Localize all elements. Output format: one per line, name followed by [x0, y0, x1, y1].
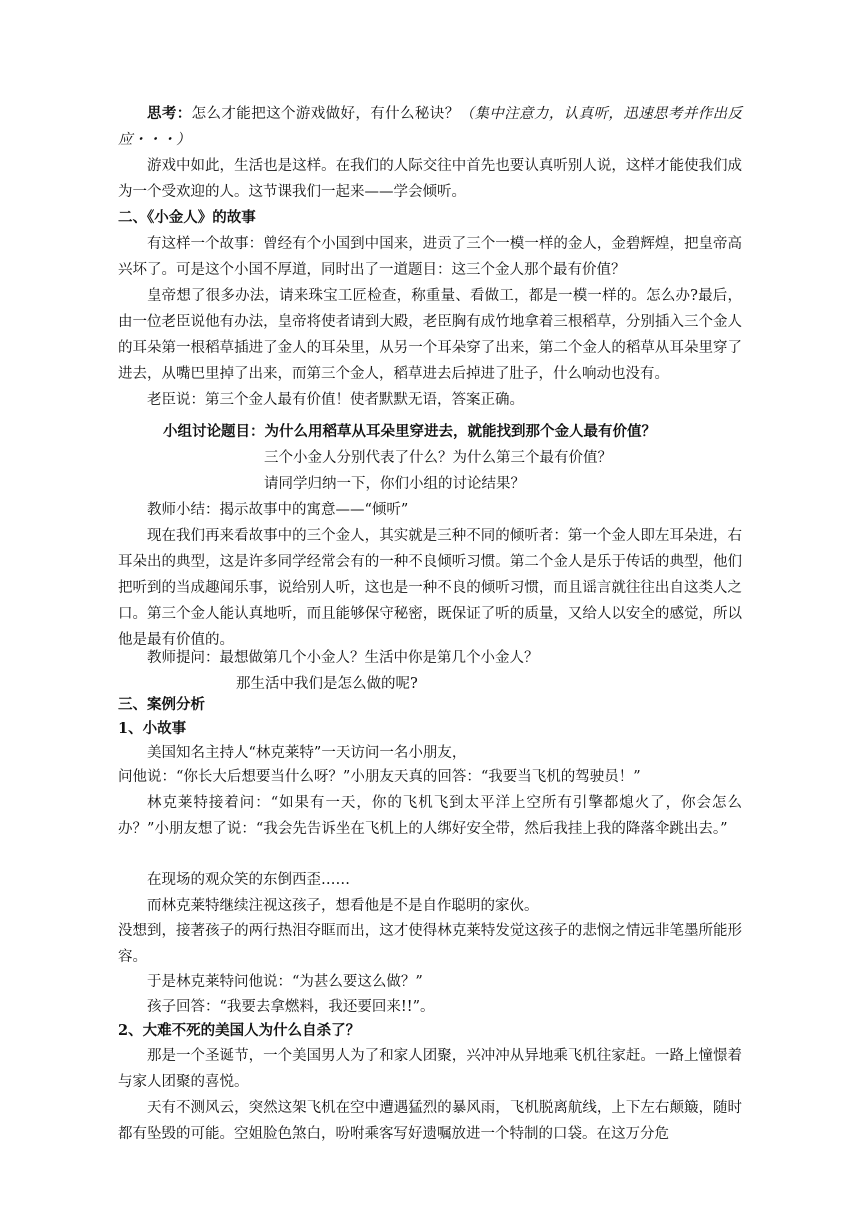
story2-paragraph-1: 那是一个圣诞节，一个美国男人为了和家人团聚，兴冲冲从异地乘飞机往家赶。一路上憧憬着与家人团聚的喜悦。	[118, 1048, 742, 1090]
story2-paragraph-2: 天有不测风云，突然这架飞机在空中遭遇猛烈的暴风雨，飞机脱离航线，上下左右颠簸，随时都有坠毁的可能。空姐脸色煞白，吩咐乘客写好遗嘱放进一个特制的口袋。在这万分危	[118, 1100, 742, 1142]
story-paragraph-1: 有这样一个故事：曾经有个小国到中国来，进贡了三个一模一样的金人，金碧辉煌，把皇帝高兴坏了。可是这个小国不厚道，同时出了一道题目：这三个金人那个最有价值？	[118, 236, 742, 278]
think-label: 思考：	[147, 105, 192, 122]
story1-line-7: 于是林克莱特问他说：“为甚么要这么做？”	[147, 974, 423, 990]
section3-heading: 三、案例分析	[118, 696, 205, 713]
subheading-1: 1、小故事	[118, 720, 187, 737]
teacher-question-1: 教师提问：最想做第几个小金人？生活中你是第几个小金人？	[147, 650, 539, 666]
discussion-topic: 小组讨论题目：为什么用稻草从耳朵里穿进去，就能找到那个金人最有价值？	[163, 423, 656, 440]
story1-line-5: 而林克莱特继续注视这孩子，想看他是不是自作聪明的家伙。	[147, 898, 539, 914]
story1-line-2: 问他说：“你长大后想要当什么呀？”小朋友天真的回答：“我要当飞机的驾驶员！”	[118, 769, 641, 785]
teacher-summary-paragraph: 现在我们再来看故事中的三个金人，其实就是三种不同的倾听者：第一个金人即左耳朵进，右耳朵出的典型，这是许多同学经常会有的一种不良倾听习惯。第二个金人是乐于传话的典型，他们把听到的当成趣闻乐事，说给别人听，这也是一种不良的倾听习惯，而且谣言就往往出自这类人之口。第三个金人能认真地听，而且能够保守秘密，既保证了听的质量，又给人以安全的感觉，所以他是最有价值的。	[118, 528, 742, 648]
story1-line-8: 孩子回答：“我要去拿燃料，我还要回来!!”。	[147, 999, 435, 1015]
story-paragraph-2: 皇帝想了很多办法，请来珠宝工匠检查，称重量、看做工，都是一模一样的。怎么办?最后，由一位老臣说他有办法，皇帝将使者请到大殿，老臣胸有成竹地拿着三根稻草，分别插入三个金人的耳朵第一根稻草插进了金人的耳朵里，从另一个耳朵穿了出来，第二个金人的稻草从耳朵里穿了进去，从嘴巴里掉了出来，而第三个金人，稻草进去后掉进了肚子，什么响动也没有。	[118, 288, 742, 382]
teacher-summary-title: 教师小结：揭示故事中的寓意——“倾听”	[147, 502, 409, 518]
story1-line-4: 在现场的观众笑的东倒西歪……	[147, 872, 350, 888]
story1-paragraph-6: 没想到，接著孩子的两行热泪夺眶而出，这才使得林克莱特发觉这孩子的悲悯之情远非笔墨所能形容。	[118, 923, 742, 965]
subheading-2: 2、大难不死的美国人为什么自杀了？	[118, 1022, 361, 1039]
intro-paragraph: 游戏中如此，生活也是这样。在我们的人际交往中首先也要认真听别人说，这样才能使我们成为一个受欢迎的人。这节课我们一起来——学会倾听。	[118, 158, 742, 200]
section2-heading: 二、《小金人》的故事	[118, 209, 256, 226]
think-question: 怎么才能把这个游戏做好，有什么秘诀？	[191, 106, 460, 122]
think-paragraph	[118, 101, 742, 153]
story1-line-1: 美国知名主持人“林克莱特”一天访问一名小朋友，	[147, 745, 467, 761]
story1-paragraph-3: 林克莱特接着问：“如果有一天，你的飞机飞到太平洋上空所有引擎都熄火了，你会怎么办？”小朋友想了说：“我会先告诉坐在飞机上的人绑好安全带，然后我挂上我的降落伞跳出去。”	[118, 795, 742, 837]
teacher-question-2: 那生活中我们是怎么做的呢?	[236, 676, 418, 692]
discussion-question-2: 三个小金人分别代表了什么？为什么第三个最有价值？	[264, 450, 612, 466]
think-answer: （集中注意力，认真听，迅速思考并作出反应・・・）	[118, 106, 742, 148]
discussion-question-3: 请同学归纳一下，你们小组的讨论结果？	[264, 476, 525, 492]
story-paragraph-3: 老臣说：第三个金人最有价值！使者默默无语，答案正确。	[147, 392, 524, 408]
